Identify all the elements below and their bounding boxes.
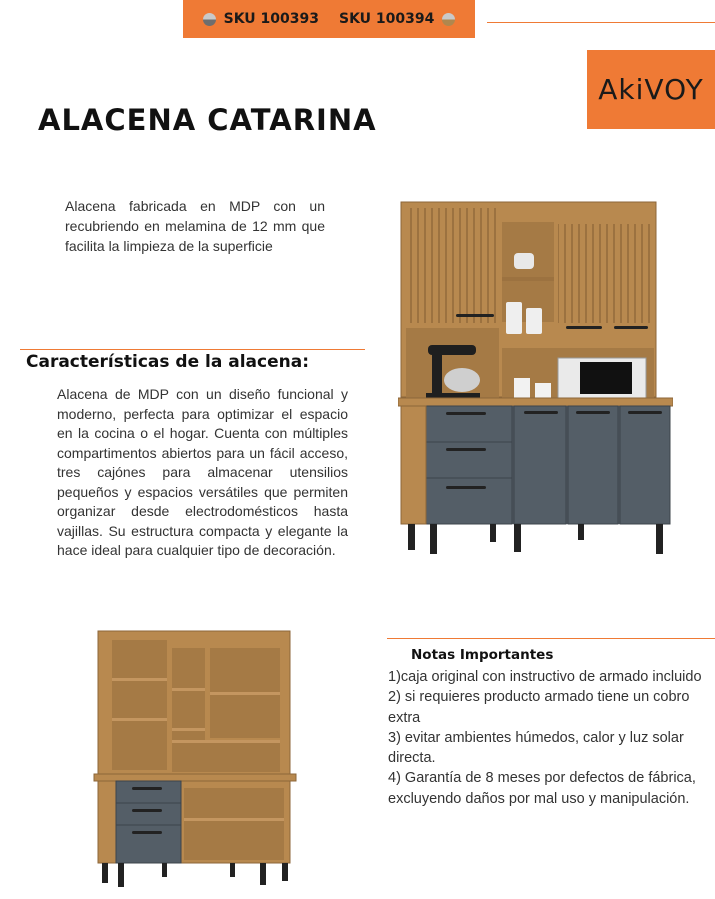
features-divider	[20, 349, 365, 350]
brand-logo	[587, 50, 715, 129]
product-intro: Alacena fabricada en MDP con un recubriendo en melamina de 12 mm que facilita la limpieza de la superficie	[65, 198, 325, 254]
note-item: 2) si requieres producto armado tiene un cobro extra	[388, 689, 690, 726]
logo-text: AkiVOY	[598, 73, 704, 106]
cabinet-open-image	[92, 628, 302, 890]
features-body: Alacena de MDP con un diseño funcional y moderno, perfecta para optimizar el espacio en la cocina o el hogar. Cuenta con múltiples compartimentos abiertos para un fácil acceso, tres cajónes para almacenar utensilios pequeños y espacios versátiles que permiten organizar desde electrodomésticos hasta vajillas. Su estructura compacta y elegante la hace ideal para cualquier tipo de decoración.	[57, 386, 348, 558]
notes-divider	[387, 638, 715, 639]
features-heading: Características de la alacena:	[26, 352, 309, 372]
product-title: ALACENA CATARINA	[38, 103, 377, 137]
note-item: 4) Garantía de 8 meses por defectos de fábrica, excluyendo daños por mal uso y manipulación.	[388, 770, 696, 807]
sku-code: SKU 100393	[223, 11, 319, 27]
notes-list	[388, 667, 708, 809]
header-divider	[487, 22, 715, 23]
note-item: 3) evitar ambientes húmedos, calor y luz solar directa.	[388, 729, 684, 767]
note-item: 1)caja original con instructivo de armado incluido	[388, 669, 702, 685]
wood-color-swatch-icon	[442, 13, 455, 26]
cabinet-front-image	[398, 198, 673, 563]
gray-color-swatch-icon	[203, 13, 216, 26]
sku-banner	[183, 0, 475, 38]
notes-heading: Notas Importantes	[411, 647, 554, 663]
sku-code: SKU 100394	[339, 11, 435, 27]
